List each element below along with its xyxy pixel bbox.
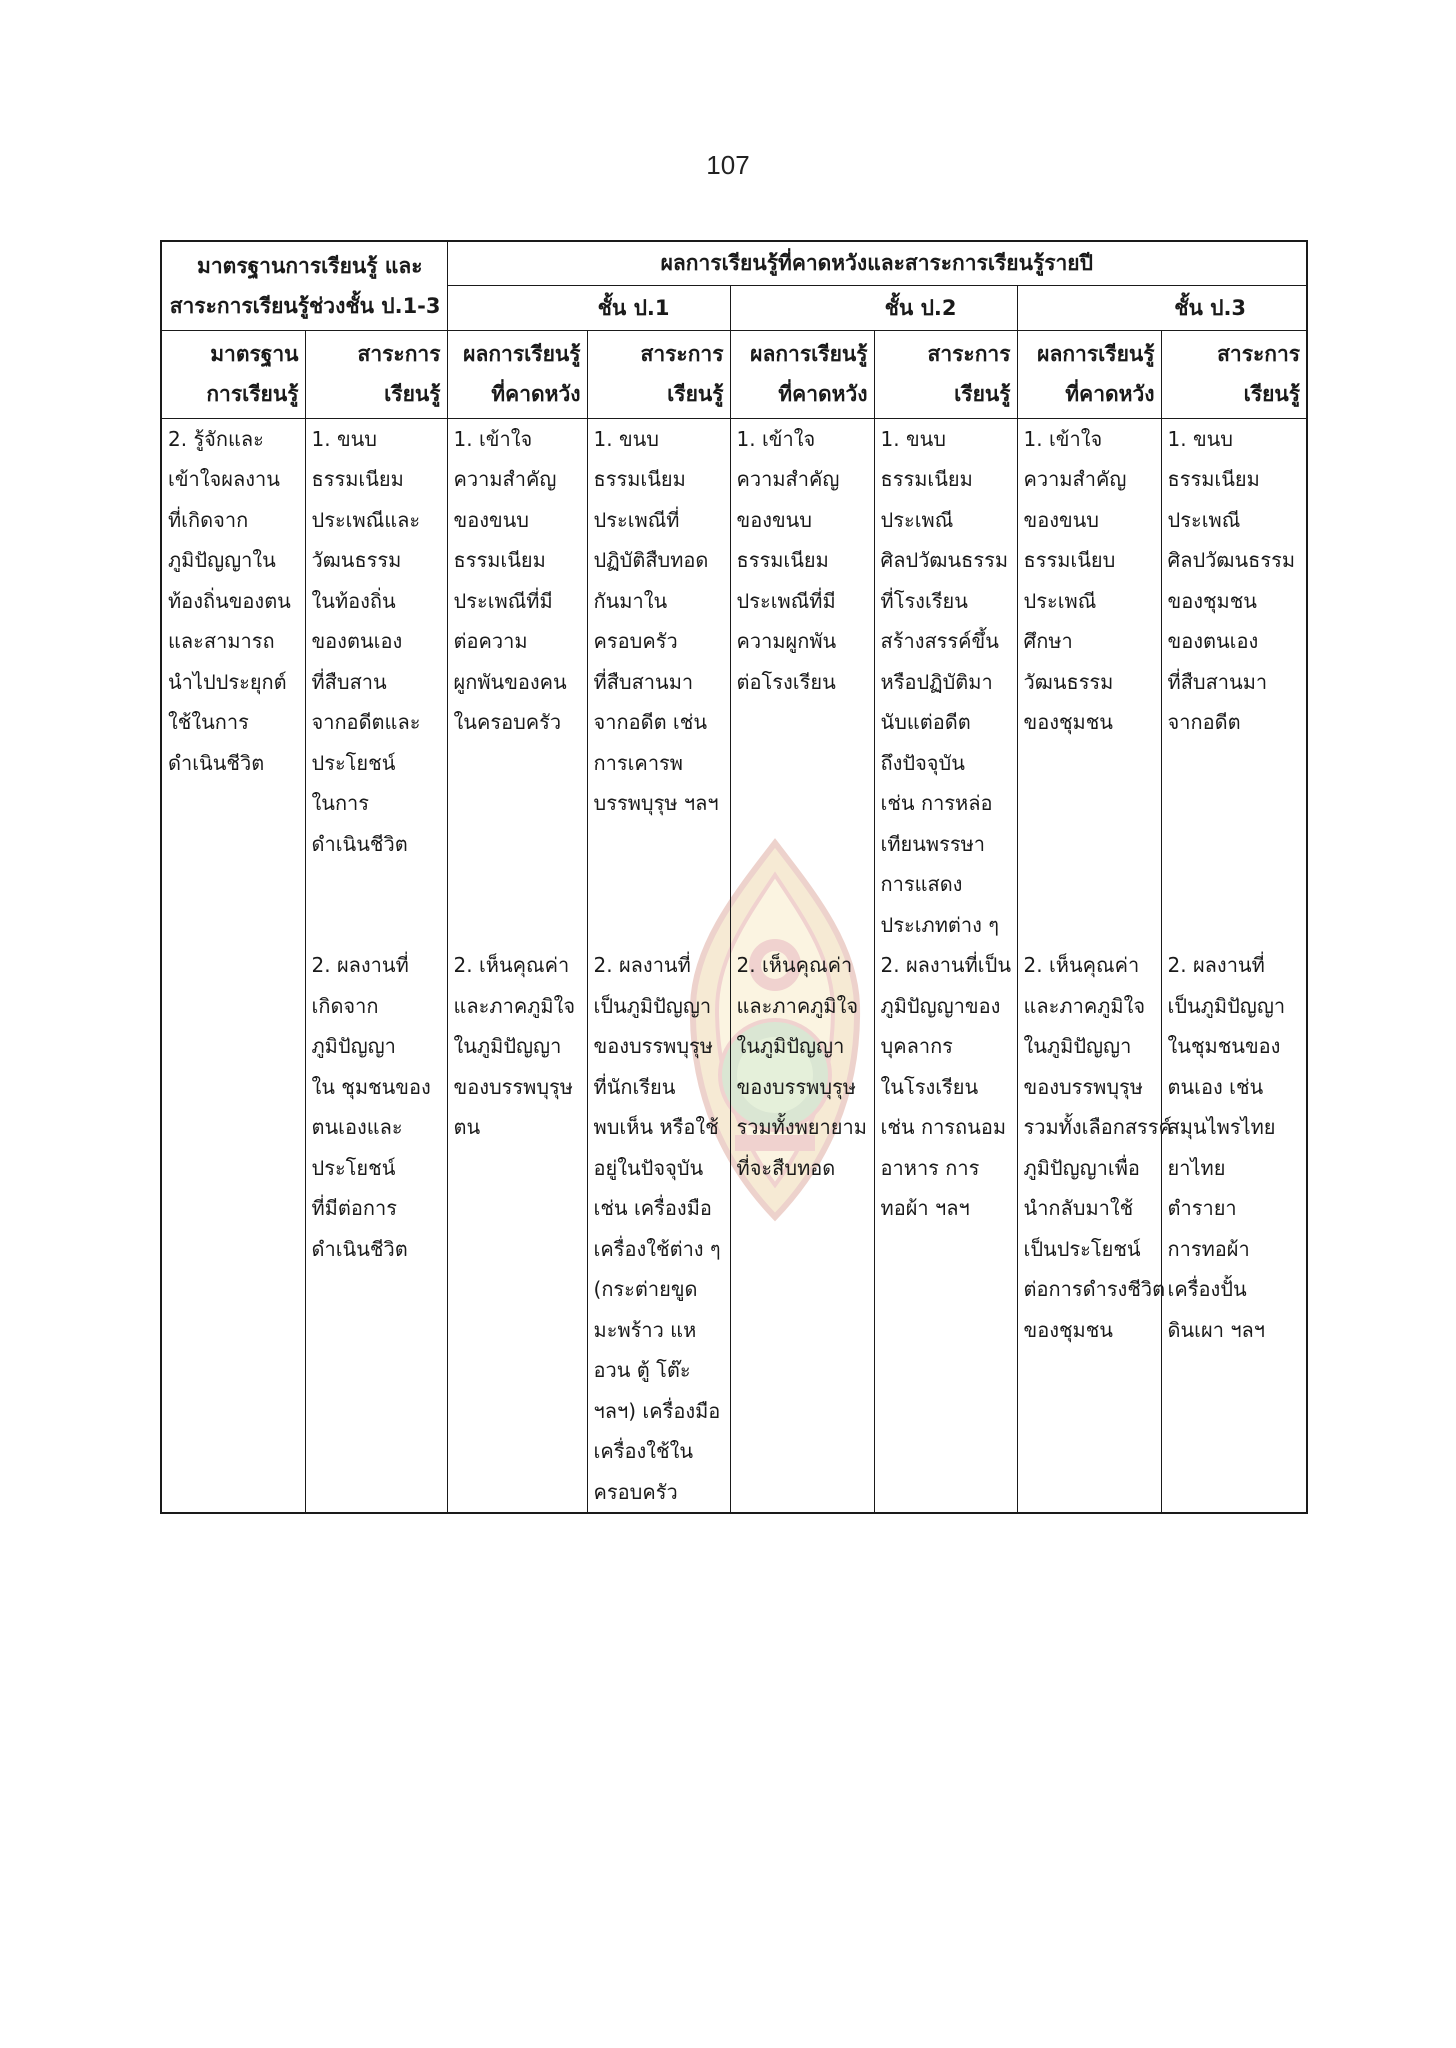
cell-text-line: ประเพณี bbox=[1167, 507, 1241, 532]
cell-text-line: ความสำคัญ bbox=[736, 467, 840, 491]
cell-text-line: และภาคภูมิใจ bbox=[736, 993, 859, 1018]
subheader-outcome-p1 bbox=[447, 330, 587, 418]
cell-text-line: ทอผ้า ฯลฯ bbox=[880, 1196, 970, 1220]
grade-header-p2: ชั้น ป.2 bbox=[730, 285, 1017, 330]
cell-text-line: มะพร้าว แห bbox=[593, 1317, 697, 1342]
subheader-content-p1 bbox=[587, 330, 730, 418]
subheader-content-p3 bbox=[1161, 330, 1307, 418]
subheader-line: สาระการ bbox=[640, 342, 724, 366]
cell-text-line: ในชุมชนของ bbox=[1167, 1034, 1281, 1058]
cell-text-line: เกิดจาก bbox=[311, 993, 379, 1018]
cell-text-line: เช่น การถนอม bbox=[880, 1115, 1007, 1139]
cell-item-1 bbox=[1168, 419, 1301, 743]
subheader-line: เรียนรู้ bbox=[667, 382, 724, 406]
cell-text-line: ต่อโรงเรียน bbox=[736, 669, 836, 694]
cell-text-line: ของบรรพบุรุษ bbox=[593, 1034, 713, 1058]
subheader-line: สาระการ bbox=[1217, 342, 1301, 366]
cell-item-1 bbox=[1024, 419, 1155, 743]
cell-text-line: 1. เข้าใจ bbox=[736, 426, 816, 451]
curriculum-table bbox=[160, 240, 1308, 1514]
cell-text-line: เป็นประโยชน์ bbox=[1023, 1236, 1141, 1261]
cell-text-line: ในครอบครัว bbox=[453, 710, 562, 734]
cell-text-line: 1. ขนบ bbox=[311, 426, 377, 451]
grade-header-p3: ชั้น ป.3 bbox=[1017, 285, 1307, 330]
cell-text-line: ที่สืบสาน bbox=[311, 669, 387, 694]
subheader-content-p2 bbox=[874, 330, 1017, 418]
header-left-line2: สาระการเรียนรู้ช่วงชั้น ป.1-3 bbox=[169, 293, 441, 318]
cell-text-line: 2. เห็นคุณค่า bbox=[736, 953, 853, 977]
cell-text-line: ศึกษา bbox=[1023, 629, 1073, 653]
page-number: 107 bbox=[706, 150, 750, 180]
cell-text-line: เครื่องใช้ใน bbox=[593, 1439, 694, 1463]
cell-text-line: ในท้องถิ่น bbox=[311, 588, 396, 613]
cell-text-line: อวน ตู้ โต๊ะ bbox=[593, 1358, 691, 1382]
cell-item-2 bbox=[454, 945, 581, 1148]
cell-text-line: 2. ผลงานที่ bbox=[593, 953, 691, 977]
cell-text-line: (กระต่ายขูด bbox=[593, 1277, 698, 1301]
cell-text-line: ธรรมเนียม bbox=[880, 467, 973, 491]
cell-text-line: นำกลับมาใช้ bbox=[1023, 1196, 1134, 1220]
cell-text-line: 2. รู้จักและ bbox=[168, 426, 264, 451]
cell-text-line: ประเพณีและ bbox=[311, 507, 421, 532]
subheader-content bbox=[305, 330, 447, 418]
cell-text-line: นำไปประยุกต์ bbox=[168, 669, 287, 694]
cell-item-1 bbox=[594, 419, 724, 824]
cell-item-2 bbox=[594, 945, 724, 1512]
cell-text-line: การเคารพ bbox=[593, 750, 683, 775]
header-standards-and-content bbox=[161, 241, 447, 330]
cell-text-line: กันมาใน bbox=[593, 588, 668, 613]
cell-text-line: ภูมิปัญญาใน bbox=[168, 548, 276, 572]
cell-text-line: ดินเผา ฯลฯ bbox=[1167, 1317, 1266, 1342]
cell-text-line: การแสดง bbox=[880, 872, 963, 896]
cell-text-line: ท้องถิ่นของตน bbox=[168, 588, 291, 613]
cell-text-line: วัฒนธรรม bbox=[311, 548, 402, 572]
cell-text-line: ปฏิบัติสืบทอด bbox=[593, 548, 709, 572]
cell-text-line: ดำเนินชีวิต bbox=[311, 1236, 408, 1261]
cell-text-line: เครื่องใช้ต่าง ๆ bbox=[593, 1236, 721, 1261]
header-expected-outcomes: ผลการเรียนรู้ที่คาดหวังและสาระการเรียนรู้รายปี bbox=[447, 241, 1307, 285]
cell-text-line: ต่อการดำรงชีวิต bbox=[1023, 1277, 1166, 1301]
cell-text-line: ความสำคัญ bbox=[453, 467, 557, 491]
cell-text-line: ภูมิปัญญาเพื่อ bbox=[1023, 1155, 1140, 1180]
cell-item-2 bbox=[881, 945, 1011, 1229]
table-row bbox=[161, 418, 1307, 1513]
subheader-line: สาระการ bbox=[357, 342, 441, 366]
cell-text-line: ของตนเอง bbox=[1167, 629, 1259, 653]
cell-text-line: 1. ขนบ bbox=[880, 426, 946, 451]
cell-text-line: อาหาร การ bbox=[880, 1155, 980, 1180]
cell-text-line: ของชุมชน bbox=[1023, 710, 1113, 734]
subheader-line: การเรียนรู้ bbox=[206, 382, 299, 406]
cell-text-line: 1. ขนบ bbox=[1167, 426, 1233, 451]
cell-text-line: ประเพณี bbox=[880, 507, 954, 532]
cell-text-line: จากอดีต bbox=[1167, 710, 1241, 734]
cell-item-2 bbox=[1023, 945, 1172, 1350]
cell-text-line: ใน ชุมชนของ bbox=[311, 1074, 431, 1099]
cell-text-line: ธรรมเนียบ bbox=[1023, 548, 1116, 572]
cell-text-line: ของขนบ bbox=[1023, 507, 1100, 532]
table-cell bbox=[730, 418, 874, 1513]
cell-text-line: ที่สืบสานมา bbox=[1167, 669, 1268, 694]
cell-text-line: ผูกพันของคน bbox=[453, 669, 567, 694]
cell-text-line: ของชุมชน bbox=[1167, 588, 1257, 613]
cell-text-line: 2. ผลงานที่เป็น bbox=[880, 953, 1011, 977]
cell-text-line: ประโยชน์ bbox=[311, 1155, 396, 1180]
cell-text-line: จากอดีต เช่น bbox=[593, 710, 708, 734]
cell-text-line: เครื่องปั้น bbox=[1167, 1277, 1247, 1301]
cell-text-line: ที่มีต่อการ bbox=[311, 1196, 397, 1220]
cell-text-line: นับแต่อดีต bbox=[880, 710, 971, 734]
cell-item-2 bbox=[737, 945, 868, 1188]
cell-text-line: และสามารถ bbox=[168, 629, 275, 653]
cell-text-line: ต่อความ bbox=[453, 629, 528, 653]
cell-text-line: ของบรรพบุรุษ bbox=[1023, 1074, 1143, 1099]
cell-text-line: ตนเองและ bbox=[311, 1115, 403, 1139]
subheader-line: สาระการ bbox=[927, 342, 1011, 366]
cell-text-line: ประเภทต่าง ๆ bbox=[880, 912, 999, 937]
cell-item-1 bbox=[737, 419, 868, 703]
cell-text-line: บรรพบุรุษ ฯลฯ bbox=[593, 791, 719, 815]
cell-text-line: เช่น การหล่อ bbox=[880, 791, 993, 815]
cell-text-line: ศิลปวัฒนธรรม bbox=[1167, 548, 1296, 572]
cell-text-line: หรือปฏิบัติมา bbox=[880, 669, 993, 694]
cell-text-line: ถึงปัจจุบัน bbox=[880, 750, 965, 775]
cell-text-line: บุคลากร bbox=[880, 1034, 953, 1058]
cell-text-line: ในการ bbox=[311, 791, 370, 815]
cell-text-line: 2. เห็นคุณค่า bbox=[1023, 953, 1140, 977]
cell-text-line: พบเห็น หรือใช้ bbox=[593, 1115, 719, 1139]
cell-text-line: ของตนเอง bbox=[311, 629, 403, 653]
cell-text-line: 1. เข้าใจ bbox=[1023, 426, 1103, 451]
cell-text-line: เข้าใจผลงาน bbox=[168, 467, 280, 491]
cell-text-line: ที่โรงเรียน bbox=[880, 588, 968, 613]
cell-text-line: ภูมิปัญญา bbox=[311, 1034, 396, 1058]
subheader-line: เรียนรู้ bbox=[384, 382, 441, 406]
cell-text-line: ของขนบ bbox=[453, 507, 530, 532]
subheader-line: ที่คาดหวัง bbox=[1065, 382, 1155, 406]
subheader-line: ผลการเรียนรู้ bbox=[750, 342, 868, 366]
cell-text-line: ที่สืบสานมา bbox=[593, 669, 694, 694]
subheader-line: ผลการเรียนรู้ bbox=[1037, 342, 1155, 366]
cell-text-line: สร้างสรรค์ขึ้น bbox=[880, 629, 999, 653]
cell-text-line: ในภูมิปัญญา bbox=[736, 1034, 845, 1058]
cell-item-2 bbox=[312, 945, 441, 1269]
cell-text-line: ฯลฯ) เครื่องมือ bbox=[593, 1398, 721, 1423]
cell-text-line: ประเพณีที่ bbox=[593, 507, 680, 532]
cell-text-line: ครอบครัว bbox=[593, 629, 678, 653]
cell-text-line: ของขนบ bbox=[736, 507, 813, 532]
table-cell bbox=[161, 418, 305, 1513]
cell-text-line: รวมทั้งเลือกสรรค์ bbox=[1023, 1115, 1172, 1139]
subheader-line: มาตรฐาน bbox=[210, 342, 299, 366]
table-cell bbox=[1161, 418, 1307, 1513]
subheader-standard bbox=[161, 330, 305, 418]
table-cell bbox=[874, 418, 1017, 1513]
cell-text-line: ที่จะสืบทอด bbox=[736, 1155, 836, 1180]
subheader-line: เรียนรู้ bbox=[954, 382, 1011, 406]
cell-text-line: ใช้ในการ bbox=[168, 710, 249, 734]
cell-text-line: และภาคภูมิใจ bbox=[1023, 993, 1146, 1018]
table-cell bbox=[447, 418, 587, 1513]
cell-text-line: ความสำคัญ bbox=[1023, 467, 1127, 491]
cell-item-2 bbox=[1168, 945, 1301, 1350]
table-cell bbox=[1017, 418, 1172, 1513]
cell-text-line: การทอผ้า bbox=[1167, 1236, 1250, 1261]
subheader-line: ที่คาดหวัง bbox=[491, 382, 581, 406]
cell-text-line: ดำเนินชีวิต bbox=[311, 831, 408, 856]
cell-text-line: ธรรมเนียม bbox=[593, 467, 686, 491]
cell-text-line: 2. ผลงานที่ bbox=[311, 953, 409, 977]
cell-text-line: และภาคภูมิใจ bbox=[453, 993, 576, 1018]
cell-text-line: เป็นภูมิปัญญา bbox=[1167, 993, 1286, 1018]
subheader-line: ผลการเรียนรู้ bbox=[463, 342, 581, 366]
cell-text-line: จากอดีตและ bbox=[311, 710, 421, 734]
cell-text-line: เช่น เครื่องมือ bbox=[593, 1196, 712, 1220]
cell-text-line: ความผูกพัน bbox=[736, 629, 837, 653]
cell-text-line: ของบรรพบุรุษ bbox=[453, 1074, 573, 1099]
cell-text-line: ตน bbox=[453, 1115, 481, 1139]
cell-text-line: ในภูมิปัญญา bbox=[1023, 1034, 1132, 1058]
cell-item-1 bbox=[312, 419, 441, 865]
cell-text-line: ธรรมเนียม bbox=[453, 548, 546, 572]
cell-text-line: ตนเอง เช่น bbox=[1167, 1074, 1264, 1099]
cell-text-line: ศิลปวัฒนธรรม bbox=[880, 548, 1009, 572]
cell-text-line: ในภูมิปัญญา bbox=[453, 1034, 562, 1058]
table-cell bbox=[305, 418, 447, 1513]
cell-text-line: 1. เข้าใจ bbox=[453, 426, 533, 451]
cell-text-line: ธรรมเนียม bbox=[1167, 467, 1260, 491]
cell-item-1 bbox=[454, 419, 581, 743]
cell-text-line: ดำเนินชีวิต bbox=[168, 750, 265, 775]
cell-text-line: เทียนพรรษา bbox=[880, 831, 986, 856]
cell-text-line: เป็นภูมิปัญญา bbox=[593, 993, 712, 1018]
cell-text-line: รวมทั้งพยายาม bbox=[736, 1115, 867, 1139]
cell-text-line: ครอบครัว bbox=[593, 1479, 678, 1504]
subheader-outcome-p3 bbox=[1017, 330, 1161, 418]
cell-text-line: 1. ขนบ bbox=[593, 426, 659, 451]
cell-text-line: ที่เกิดจาก bbox=[168, 507, 249, 532]
cell-text-line: ตำรายา bbox=[1167, 1196, 1237, 1220]
cell-text-line: ประเพณี bbox=[1023, 588, 1097, 613]
cell-text-line: ประโยชน์ bbox=[311, 750, 396, 775]
cell-text-line: สมุนไพรไทย bbox=[1167, 1115, 1276, 1139]
subheader-line: ที่คาดหวัง bbox=[778, 382, 868, 406]
cell-text-line: อยู่ในปัจจุบัน bbox=[593, 1155, 704, 1180]
subheader-outcome-p2 bbox=[730, 330, 874, 418]
cell-text-line: ของบรรพบุรุษ bbox=[736, 1074, 856, 1099]
header-left-line1: มาตรฐานการเรียนรู้ และ bbox=[197, 253, 423, 278]
grade-header-p1: ชั้น ป.1 bbox=[447, 285, 730, 330]
cell-text-line: ในโรงเรียน bbox=[880, 1074, 979, 1099]
cell-text-line: วัฒนธรรม bbox=[1023, 669, 1114, 694]
cell-text-line: ภูมิปัญญาของ bbox=[880, 993, 1001, 1018]
cell-text-line: ของชุมชน bbox=[1023, 1317, 1113, 1342]
subheader-line: เรียนรู้ bbox=[1243, 382, 1301, 406]
cell-text-line: ธรรมเนียม bbox=[736, 548, 829, 572]
cell-text-line: ที่นักเรียน bbox=[593, 1074, 676, 1099]
table-cell bbox=[587, 418, 730, 1513]
cell-item-1 bbox=[881, 419, 1011, 946]
cell-text-line: ประเพณีที่มี bbox=[736, 588, 836, 613]
cell-text-line: ธรรมเนียม bbox=[311, 467, 404, 491]
cell-text-line: ประเพณีที่มี bbox=[453, 588, 553, 613]
cell-text-line: 2. ผลงานที่ bbox=[1167, 953, 1265, 977]
cell-text-line: 2. เห็นคุณค่า bbox=[453, 953, 570, 977]
cell-item-1 bbox=[168, 419, 299, 784]
cell-text-line: ยาไทย bbox=[1167, 1155, 1226, 1180]
